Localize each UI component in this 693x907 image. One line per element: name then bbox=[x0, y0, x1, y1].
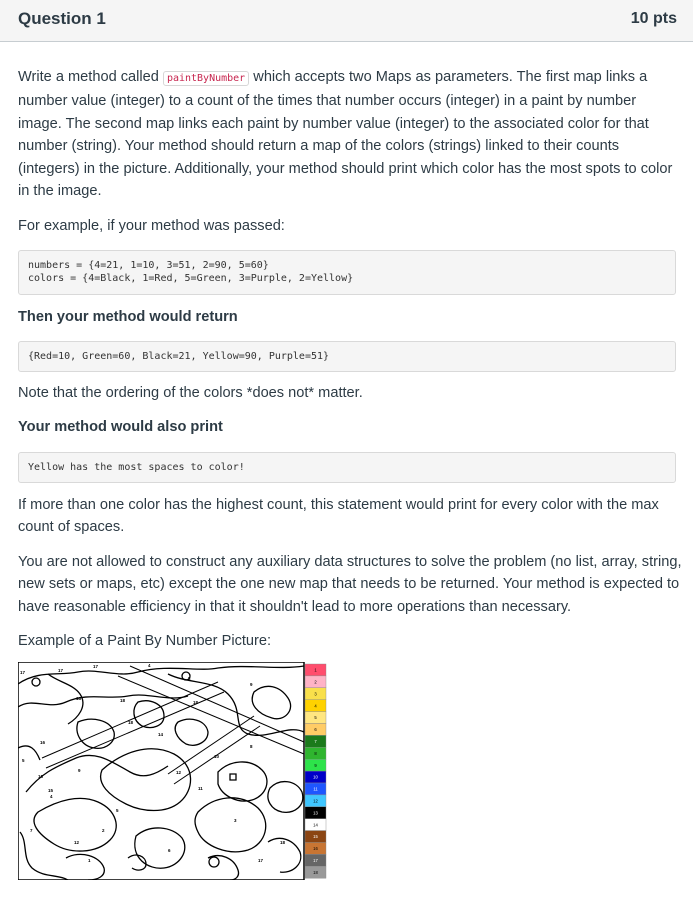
region-number-label: 8 bbox=[250, 744, 253, 749]
return-code-block: {Red=10, Green=60, Black=21, Yellow=90, Purple=51} bbox=[18, 341, 676, 372]
outline-drawing bbox=[18, 662, 304, 880]
palette-swatch-label: 13 bbox=[313, 810, 318, 816]
paint-by-number-svg bbox=[18, 662, 328, 880]
region-labels bbox=[20, 663, 286, 863]
region-number-label: 17 bbox=[93, 664, 99, 669]
region-number-label: 1 bbox=[88, 858, 91, 863]
question-title: Question 1 bbox=[18, 9, 106, 28]
code-line-colors: colors = {4=Black, 1=Red, 5=Green, 3=Purple, 2=Yellow} bbox=[28, 273, 354, 284]
region-number-label: 3 bbox=[234, 818, 237, 823]
region-number-label: 18 bbox=[128, 720, 134, 725]
region-number-label: 10 bbox=[214, 754, 220, 759]
region-number-label: 9 bbox=[250, 682, 253, 687]
region-number-label: 5 bbox=[22, 758, 25, 763]
palette-swatch-label: 14 bbox=[313, 822, 318, 828]
region-number-label: 18 bbox=[193, 700, 199, 705]
region-number-label: 4 bbox=[148, 663, 151, 668]
region-number-label: 7 bbox=[30, 828, 33, 833]
palette-swatch-label: 12 bbox=[313, 798, 318, 804]
palette-swatch-label: 2 bbox=[314, 679, 317, 685]
region-number-label: 2 bbox=[102, 828, 105, 833]
palette-swatch-label: 7 bbox=[314, 738, 317, 744]
input-code-block bbox=[18, 250, 676, 295]
intro-paragraph bbox=[18, 66, 680, 202]
region-number-label: 17 bbox=[258, 858, 264, 863]
palette-swatch-label: 10 bbox=[313, 774, 318, 780]
region-number-label: 14 bbox=[158, 732, 164, 737]
picture-label: Example of a Paint By Number Picture: bbox=[18, 633, 272, 649]
palette-swatch-label: 5 bbox=[314, 715, 317, 721]
region-number-label: 6 bbox=[168, 848, 171, 853]
paint-by-number-picture bbox=[18, 662, 328, 880]
palette-swatch-label: 17 bbox=[313, 857, 318, 863]
tie-paragraph: If more than one color has the highest count, this statement would print for every color with the max count of spaces. bbox=[18, 497, 659, 536]
region-number-label: 12 bbox=[74, 840, 80, 845]
palette-swatch-label: 18 bbox=[313, 869, 318, 875]
constraints-paragraph: You are not allowed to construct any auxiliary data structures to solve the problem (no list, array, string, new sets or maps, etc) except the one new map that needs to be returned. Your method is expected to have reasonable efficiency in that it shouldn't lead to more operations than necessary. bbox=[18, 554, 682, 615]
region-number-label: 15 bbox=[48, 788, 54, 793]
region-number-label: 17 bbox=[58, 668, 64, 673]
method-name-code: paintByNumber bbox=[163, 71, 249, 86]
question-intro bbox=[18, 66, 680, 202]
question-points: 10 pts bbox=[630, 10, 677, 27]
region-number-label: 5 bbox=[116, 808, 119, 813]
print-heading: Your method would also print bbox=[18, 419, 223, 435]
region-number-label: 8 bbox=[188, 676, 191, 681]
region-number-label: 4 bbox=[50, 794, 53, 799]
intro-text-rest: which accepts two Maps as parameters. The first map links a number value (integer) to a count of the times that number occurs (integer) in a paint by number image. The second map links each paint by number value (integer) to the associated color for that number (string). Your method should return a map of the colors (strings) linked to their counts (integers) in the picture. Additionally, your method should print which color has the most spots to color in the image. bbox=[18, 69, 673, 200]
region-number-label: 16 bbox=[38, 774, 44, 779]
intro-text-start: Write a method called bbox=[18, 69, 163, 85]
region-number-label: 17 bbox=[20, 670, 26, 675]
code-line-numbers: numbers = {4=21, 1=10, 3=51, 2=90, 5=60} bbox=[28, 260, 269, 271]
region-number-label: 16 bbox=[40, 740, 46, 745]
region-number-label: 9 bbox=[78, 768, 81, 773]
example-intro: For example, if your method was passed: bbox=[18, 218, 285, 234]
palette-swatch-label: 3 bbox=[314, 691, 317, 697]
ordering-note: Note that the ordering of the colors *does not* matter. bbox=[18, 385, 363, 401]
print-code-block: Yellow has the most spaces to color! bbox=[18, 452, 676, 483]
palette-swatch-label: 11 bbox=[313, 786, 318, 792]
palette-swatch-label: 15 bbox=[313, 834, 318, 840]
region-number-label: 18 bbox=[120, 698, 126, 703]
palette-swatch-label: 6 bbox=[314, 727, 317, 733]
palette-swatch-label: 8 bbox=[314, 750, 317, 756]
region-number-label: 18 bbox=[76, 696, 82, 701]
region-number-label: 12 bbox=[176, 770, 182, 775]
color-palette bbox=[305, 664, 326, 878]
palette-swatch-label: 16 bbox=[313, 846, 318, 852]
region-number-label: 11 bbox=[198, 786, 203, 791]
palette-swatch-label: 9 bbox=[314, 762, 317, 768]
palette-swatch-label: 4 bbox=[314, 703, 317, 709]
region-number-label: 18 bbox=[280, 840, 286, 845]
return-heading: Then your method would return bbox=[18, 309, 238, 325]
palette-swatch-label: 1 bbox=[314, 667, 317, 673]
question-header bbox=[0, 0, 693, 42]
